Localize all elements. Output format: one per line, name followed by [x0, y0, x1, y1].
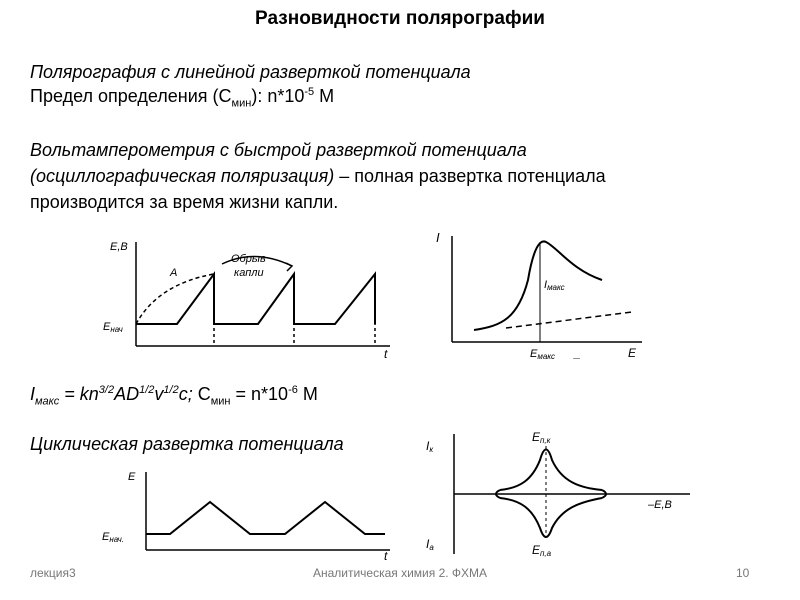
linear-heading: Полярография с линейной разверткой потенциала — [30, 62, 471, 82]
tri-e-start: Eнач. — [102, 531, 125, 544]
sweep-e-start: Eнач — [103, 321, 123, 334]
annotation-line1: Обрыв — [231, 253, 266, 265]
cv-x-label: –E,B — [648, 499, 672, 511]
detection-limit-line: Предел определения $(С_{мин})$: $n*10^{-5}$ М — [30, 86, 335, 110]
sweep-x-label: t — [384, 347, 388, 360]
formula-line: $I_{макс} = kn^{3/2}AD^{1/2}v^{1/2}c$; $С_{мин} = n*10^{-6}$ М — [30, 384, 318, 408]
fast-heading: Вольтамперометрия с быстрой разверткой потенциала — [30, 140, 527, 160]
triangle-plot — [100, 462, 400, 562]
ik-label: Iк — [426, 439, 434, 454]
i-max-label: Iмакс — [544, 279, 565, 292]
tri-y-label: E — [128, 471, 136, 483]
curve-label-a: A — [170, 267, 178, 279]
sweep-plot — [100, 236, 400, 360]
footer-lecture: лекция3 — [30, 566, 76, 580]
dash-mark: _ — [574, 346, 581, 360]
cyclic-heading: Циклическая развертка потенциала — [30, 434, 344, 454]
epk-label: Eп,к — [532, 430, 551, 445]
baseline-dashed — [506, 312, 632, 328]
peak-plot — [432, 230, 654, 362]
fast-line3: производится за время жизни капли. — [30, 192, 339, 212]
fast-line2: (осциллографическая поляризация) – полная развертка потенциала — [30, 166, 606, 186]
peak-curve — [474, 241, 602, 330]
cathodic-curve — [500, 450, 602, 491]
dashed-curve-a — [136, 274, 214, 324]
ia-label: Iа — [426, 537, 434, 552]
tri-x-label: t — [384, 549, 388, 562]
epa-label: Eп,а — [532, 543, 552, 558]
peak-y-label: I — [436, 230, 440, 245]
e-max-label: Eмакс — [530, 348, 555, 361]
sweep-curve — [136, 274, 375, 324]
peak-x-label: E — [628, 346, 637, 360]
page-number: 10 — [736, 566, 750, 580]
sweep-y-label: E,B — [110, 241, 128, 253]
footer-course: Аналитическая химия 2. ФХМА — [312, 566, 488, 580]
cv-plot — [420, 426, 700, 560]
triangle-curve — [146, 502, 385, 534]
slide-title: Разновидности полярографии — [255, 8, 545, 29]
anodic-curve — [500, 498, 602, 537]
annotation-line2: капли — [234, 267, 264, 279]
